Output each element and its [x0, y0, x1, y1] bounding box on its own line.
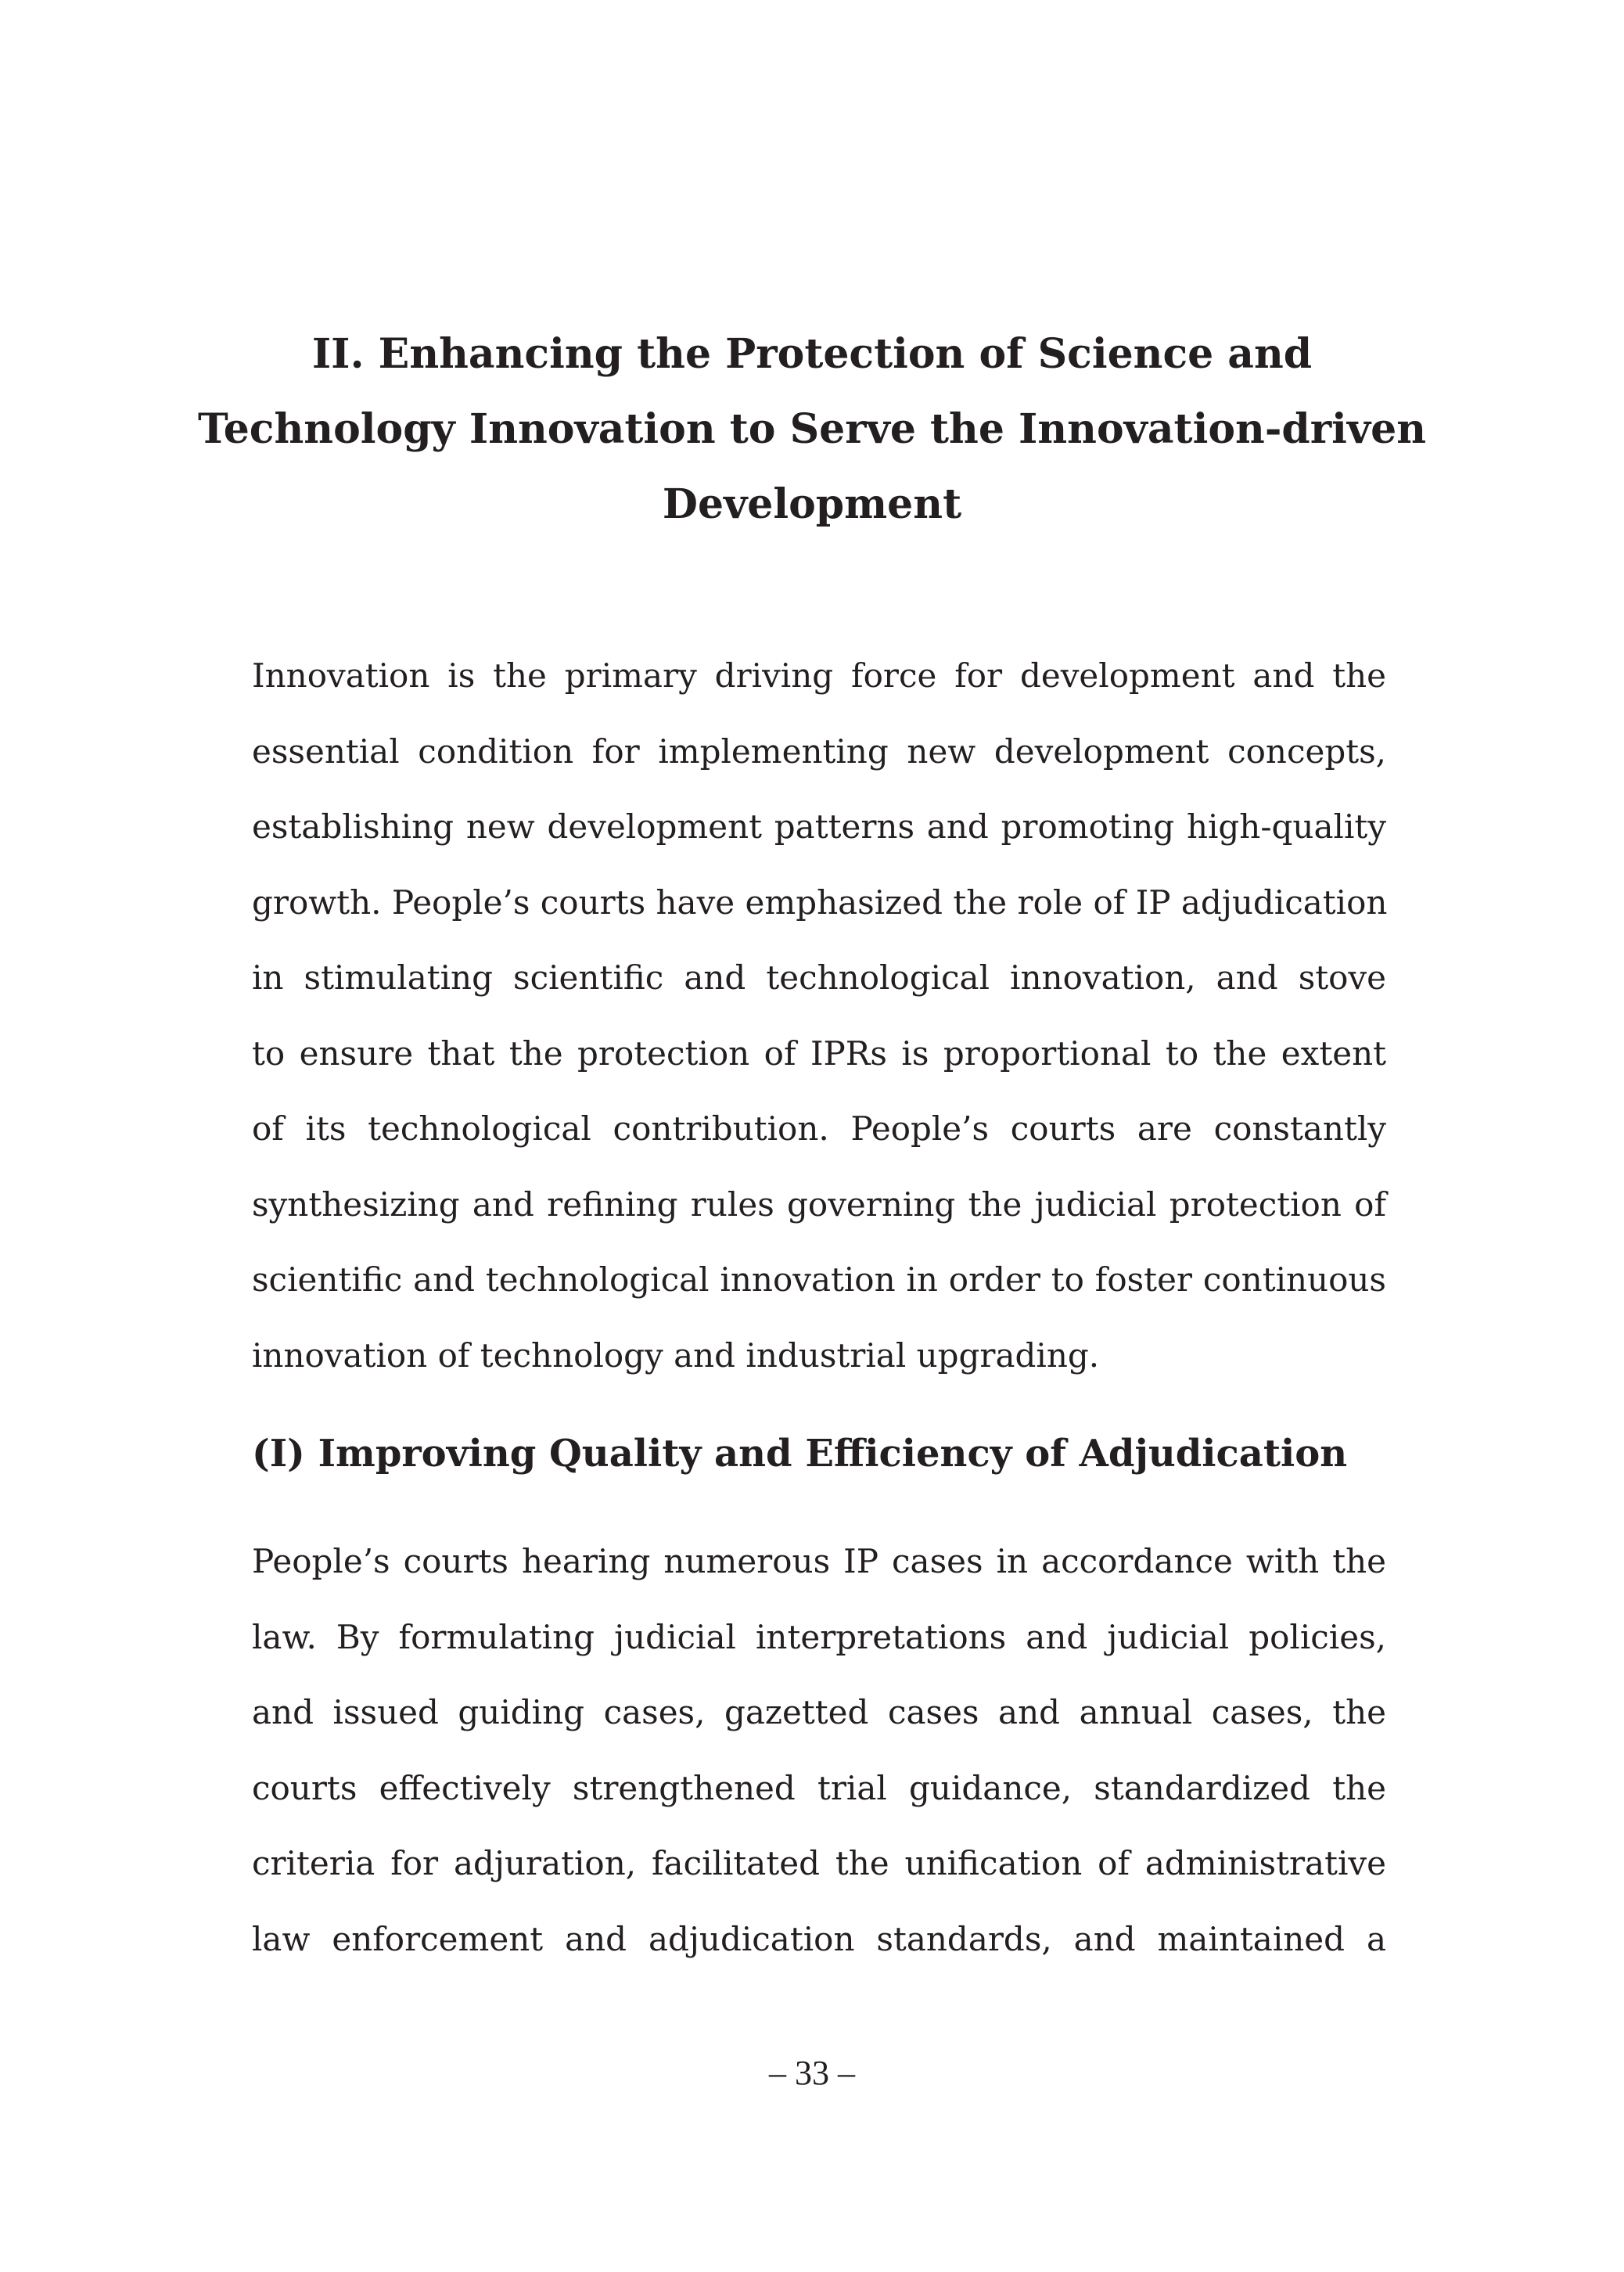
- paragraph-line: establishing new development patterns and promoting high-quality: [252, 807, 1386, 846]
- page-number: – 33 –: [769, 2054, 855, 2092]
- paragraph-line: law enforcement and adjudication standards, and maintained a: [252, 1919, 1386, 1958]
- paragraph-line: to ensure that the protection of IPRs is proportional to the extent: [252, 1034, 1386, 1073]
- paragraph-line: growth. People’s courts have emphasized the role of IP adjudication: [252, 883, 1388, 922]
- paragraph-line: criteria for adjuration, facilitated the unification of administrative: [252, 1844, 1386, 1882]
- paragraph-line: scientific and technological innovation in order to foster continuous: [252, 1260, 1386, 1299]
- paragraph-line: Innovation is the primary driving force for development and the: [252, 656, 1386, 695]
- paragraph-line: and issued guiding cases, gazetted cases and annual cases, the: [252, 1693, 1386, 1731]
- paragraph-line: of its technological contribution. People’s courts are constantly: [252, 1109, 1386, 1148]
- paragraph-line: in stimulating scientific and technological innovation, and stove: [252, 958, 1386, 997]
- chapter-title: [188, 317, 1436, 542]
- paragraph-line: synthesizing and refining rules governing the judicial protection of: [252, 1185, 1386, 1224]
- paragraph-line: innovation of technology and industrial upgrading.: [252, 1336, 1100, 1375]
- chapter-title-line: II. Enhancing the Protection of Science and: [311, 330, 1313, 378]
- paragraph-line: essential condition for implementing new development concepts,: [252, 732, 1386, 771]
- section-heading: (I) Improving Quality and Efficiency of Adjudication: [252, 1432, 1348, 1476]
- paragraph-line: law. By formulating judicial interpretations and judicial policies,: [252, 1617, 1386, 1656]
- intro-paragraph: [252, 638, 1386, 1393]
- paragraph-line: People’s courts hearing numerous IP cases in accordance with the: [252, 1542, 1386, 1580]
- chapter-title-line: Development: [662, 480, 962, 528]
- paragraph-line: courts effectively strengthened trial guidance, standardized the: [252, 1768, 1386, 1807]
- section-paragraph: [252, 1524, 1386, 1977]
- chapter-title-line: Technology Innovation to Serve the Innovation-driven: [197, 405, 1427, 453]
